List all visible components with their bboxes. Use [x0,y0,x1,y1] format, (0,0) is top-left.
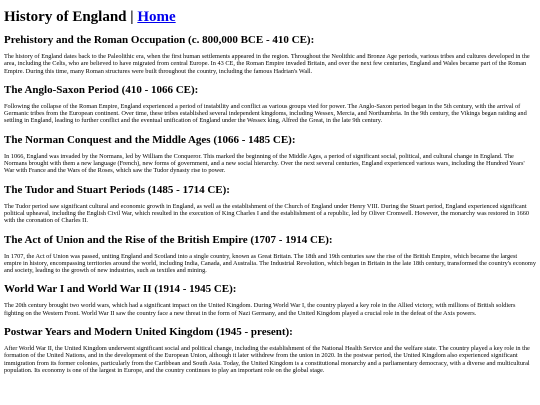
section-body-norman: In 1066, England was invaded by the Normans, led by William the Conqueror. This marked the beginning of the Middle Ages, a period of significant social, political, and cultural change in England. The Normans brought with them a new language (French), new forms of government, and a new social hierarchy. Over the next several centuries, England experienced various wars, including the Hundred Years' War with France and the Wars of the Roses, which saw the Tudor dynasty rise to power. [4,152,525,175]
section-heading-tudor-stuart: The Tudor and Stuart Periods (1485 - 1714 CE): [4,183,230,196]
section-heading-postwar: Postwar Years and Modern United Kingdom (1945 - present): [4,326,293,339]
home-link[interactable]: Home [137,9,176,25]
section-body-world-wars: The 20th century brought two world wars, which had a significant impact on the United Kingdom. During World War I, the country played a key role in the Allied victory, with millions of British soldiers fighting on the Western Front. World War II saw the country face a new threat in the form of Nazi Germany, and the United Kingdom played a crucial role in the defeat of the Axis powers. [4,302,516,317]
page-title [4,9,536,25]
page-title-text: History of England [4,9,127,25]
section-heading-prehistory: Prehistory and the Roman Occupation (c. 800,000 BCE - 410 CE): [4,34,315,46]
section-body-act-of-union: In 1707, the Act of Union was passed, uniting England and Scotland into a single country, known as Great Britain. The 18th and 19th centuries saw the rise of the British Empire, which became the largest empire in history, encompassing territories around the world, including India, Canada, and Australia. The Industrial Revolution, which began in Britain in the late 18th century, transformed the country's economy and society, leading to the growth of new industries, such as textiles and mining. [4,252,536,275]
section-body-prehistory: The history of England dates back to the Paleolithic era, when the first human settlements appeared in the region. Throughout the Neolithic and Bronze Age periods, various tribes and cultures developed in the area, including the Celts, who are believed to have migrated from central Europe. In 43 CE, the Roman Empire invaded Britain, and over the next few centuries, England and Wales became part of the Roman Empire. During this time, many Roman structures were built throughout the country, including the famous Hadrian's Wall. [4,53,530,75]
section-body-postwar: After World War II, the United Kingdom underwent significant social and political change, including the establishment of the National Health Service and the welfare state. The country played a key role in the formation of the United Nations, and in the development of the European Union, although it later withdrew from the union in 2020. In the postwar period, the United Kingdom also experienced significant immigration from its former colonies, particularly from the Caribbean and South Asia. Today, the United Kingdom is a constitutional monarchy and a parliamentary democracy, with a diverse and multicultural population. Its economy is one of the largest in Europe, and the country continues to play an important role on the global stage. [4,345,530,374]
section-heading-world-wars: World War I and World War II (1914 - 1945 CE): [4,283,237,296]
section-body-anglo-saxon: Following the collapse of the Roman Empire, England experienced a period of instability and conflict as various groups vied for power. The Anglo-Saxon period began in the 5th century, with the arrival of Germanic tribes from the European continent. Over time, these tribes established several independent kingdoms, including Wessex, Mercia, and Northumbria. In the 9th century, the Vikings began raiding and settling in England, leading to further conflict and the eventual unification of England under the Wessex king, Alfred the Great, in the late 9th century. [4,102,527,125]
title-separator: | [126,9,138,25]
section-heading-act-of-union: The Act of Union and the Rise of the British Empire (1707 - 1914 CE): [4,233,333,246]
section-heading-norman: The Norman Conquest and the Middle Ages (1066 - 1485 CE): [4,133,296,146]
section-heading-anglo-saxon: The Anglo-Saxon Period (410 - 1066 CE): [4,83,199,96]
section-body-tudor-stuart: The Tudor period saw significant cultural and economic growth in England, as well as the establishment of the Church of England under Henry VIII. During the Stuart period, England experienced significant political upheaval, including the English Civil War, which resulted in the execution of King Charles I and the establishment of a republic, led by Oliver Cromwell. However, the monarchy was restored in 1660 with the coronation of Charles II. [4,202,530,225]
